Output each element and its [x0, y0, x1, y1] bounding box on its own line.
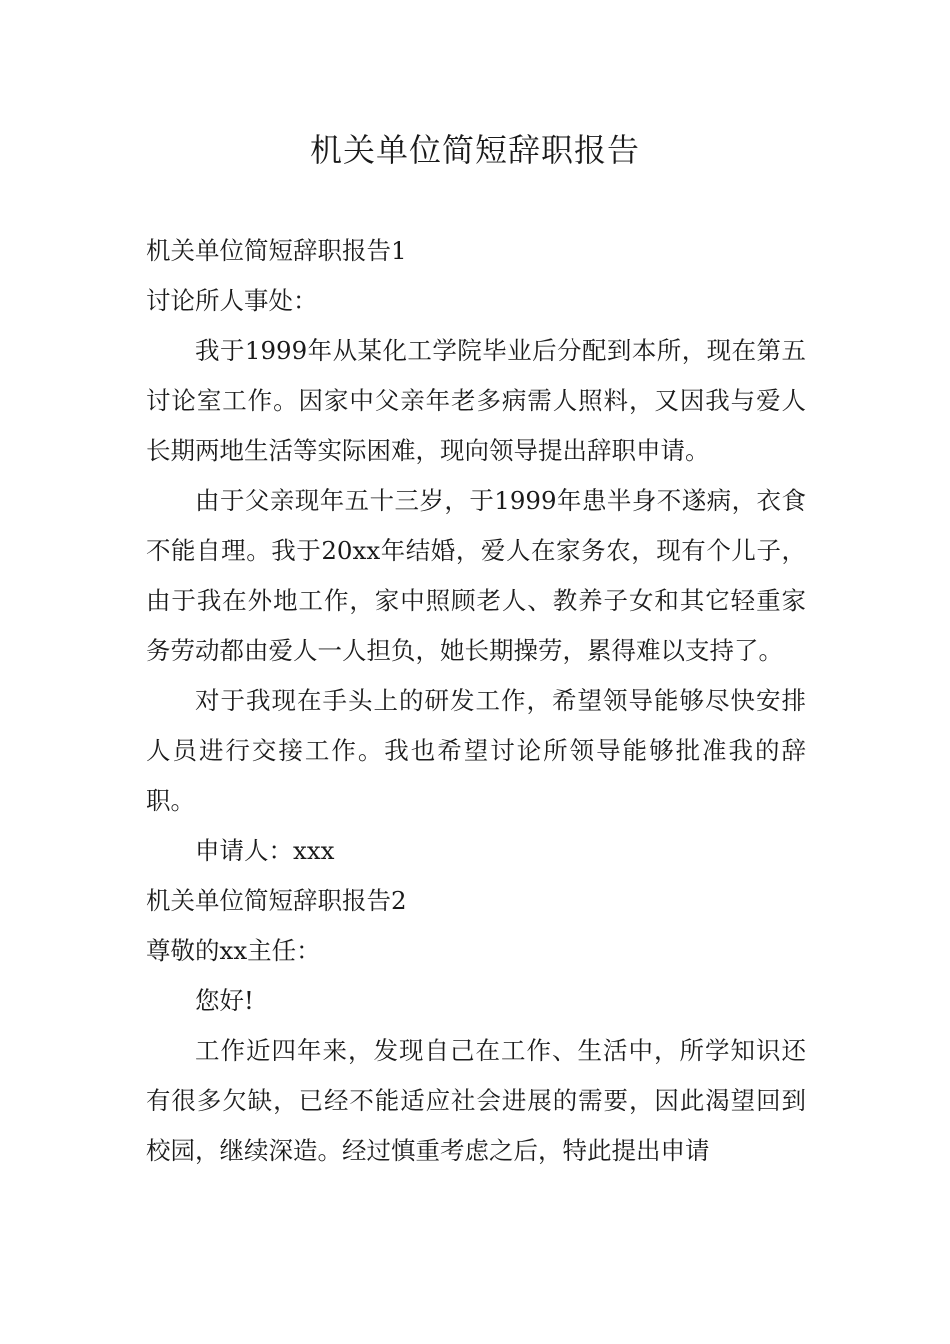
report-1-paragraph: 对于我现在手头上的研发工作，希望领导能够尽快安排人员进行交接工作。我也希望讨论所领导能够批准我的辞职。 — [146, 686, 806, 815]
report-2-heading: 机关单位简短辞职报告2 — [146, 886, 407, 915]
report-1-signature: 申请人：xxx — [195, 836, 335, 865]
report-1-paragraph: 我于1999年从某化工学院毕业后分配到本所，现在第五讨论室工作。因家中父亲年老多病需人照料，又因我与爱人长期两地生活等实际困难，现向领导提出辞职申请。 — [146, 336, 806, 465]
report-2-greeting: 您好! — [195, 986, 254, 1015]
report-1-salutation: 讨论所人事处： — [146, 286, 318, 315]
document-body — [146, 226, 806, 1176]
report-2-paragraph: 工作近四年来，发现自己在工作、生活中，所学知识还有很多欠缺，已经不能适应社会进展的需要，因此渴望回到校园，继续深造。经过慎重考虑之后，特此提出申请 — [146, 1036, 806, 1165]
report-1-paragraph: 由于父亲现年五十三岁，于1999年患半身不遂病，衣食不能自理。我于20xx年结婚，爱人在家务农，现有个儿子，由于我在外地工作，家中照顾老人、教养子女和其它轻重家务劳动都由爱人一人担负，她长期操劳，累得难以支持了。 — [146, 486, 806, 665]
report-2-salutation: 尊敬的xx主任： — [146, 936, 321, 965]
report-1-heading: 机关单位简短辞职报告1 — [146, 236, 407, 265]
document-title: 机关单位简短辞职报告 — [309, 131, 640, 169]
